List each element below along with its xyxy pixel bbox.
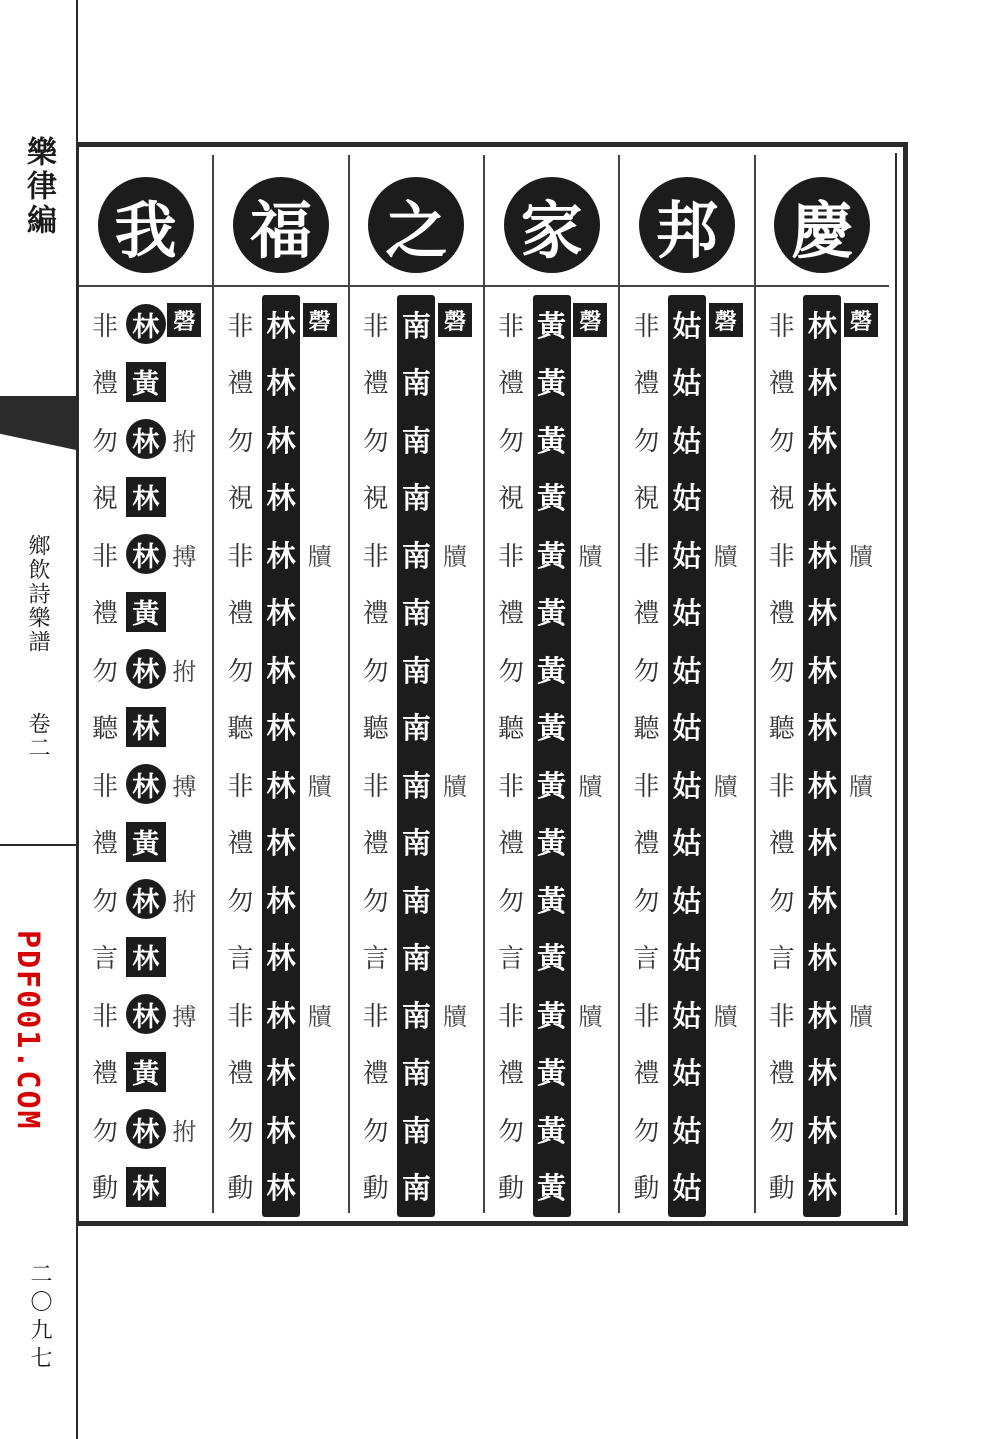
note-character: 黃 xyxy=(537,711,567,745)
head-separator xyxy=(79,285,212,287)
note-character: 林 xyxy=(266,596,296,630)
marker-column xyxy=(704,295,748,1201)
note-character: 南 xyxy=(401,366,431,400)
column-head-character: 家 xyxy=(504,177,600,273)
score-column xyxy=(483,155,618,1213)
watermark: PDF001.COM xyxy=(10,930,45,1131)
note-character: 林 xyxy=(807,826,837,860)
column-head-character: 慶 xyxy=(774,177,870,273)
lyric-character: 非 xyxy=(498,771,525,802)
lyric-character: 勿 xyxy=(92,886,119,917)
percussion-marker: 拊 xyxy=(172,657,197,686)
percussion-marker: 牘 xyxy=(443,772,468,801)
lyric-character: 聽 xyxy=(498,714,525,744)
lyric-character: 禮 xyxy=(768,829,795,859)
note-character: 林 xyxy=(807,308,837,343)
percussion-marker: 牘 xyxy=(578,772,603,801)
lyric-character: 言 xyxy=(768,944,795,974)
lyric-character: 勿 xyxy=(92,656,119,687)
note-character: 林 xyxy=(266,711,296,745)
lyric-character: 視 xyxy=(362,484,389,514)
note-character: 黃 xyxy=(537,768,567,803)
head-separator xyxy=(485,285,618,287)
lyric-character: 聽 xyxy=(362,714,389,744)
lyric-character: 禮 xyxy=(362,1059,389,1089)
lyric-character: 禮 xyxy=(498,599,525,629)
lyric-character: 非 xyxy=(92,1001,119,1032)
margin-divider xyxy=(0,844,76,846)
note-character: 姑 xyxy=(672,1113,702,1148)
lyric-character: 禮 xyxy=(227,599,254,629)
lyric-character: 禮 xyxy=(768,369,795,399)
note-character: 林 xyxy=(266,941,296,975)
lyric-character: 禮 xyxy=(92,829,119,859)
lyric-character: 勿 xyxy=(362,656,389,687)
lyric-character: 言 xyxy=(633,944,660,974)
note-character: 黃 xyxy=(537,1056,567,1090)
note-character: 林 xyxy=(266,998,296,1033)
lyric-column xyxy=(624,295,668,1204)
lyric-character: 勿 xyxy=(498,886,525,917)
column-head-character: 我 xyxy=(98,177,194,273)
lyric-character: 勿 xyxy=(768,1116,795,1147)
boxed-note: 黃 xyxy=(126,1052,166,1092)
lyric-character: 勿 xyxy=(768,426,795,457)
note-character: 黃 xyxy=(537,998,567,1033)
chime-label: 磬 xyxy=(303,303,337,337)
lyric-character: 非 xyxy=(227,771,254,802)
percussion-marker: 牘 xyxy=(443,1002,468,1031)
boxed-note: 林 xyxy=(126,707,166,747)
lyric-character: 非 xyxy=(498,311,525,342)
circled-note: 林 xyxy=(126,304,166,344)
circled-note: 林 xyxy=(126,419,166,459)
lyric-character: 非 xyxy=(362,771,389,802)
lyric-character: 勿 xyxy=(362,886,389,917)
lyric-character: 非 xyxy=(362,1001,389,1032)
lyric-character: 視 xyxy=(227,484,254,514)
note-character: 林 xyxy=(266,826,296,860)
lyric-character: 禮 xyxy=(498,1059,525,1089)
note-character: 姑 xyxy=(672,366,702,400)
note-character: 黃 xyxy=(537,826,567,860)
lyric-character: 非 xyxy=(498,541,525,572)
lyric-character: 勿 xyxy=(768,656,795,687)
note-character: 黃 xyxy=(537,538,567,573)
percussion-marker: 拊 xyxy=(172,887,197,916)
note-character xyxy=(124,299,168,349)
note-character xyxy=(124,989,168,1039)
note-column xyxy=(394,295,438,1205)
note-character: 黃 xyxy=(537,423,567,458)
note-column xyxy=(800,295,844,1205)
note-character: 林 xyxy=(266,423,296,458)
chime-label: 磬 xyxy=(167,303,201,337)
score-frame xyxy=(76,142,908,1226)
column-head-character: 之 xyxy=(368,177,464,273)
lyric-character: 非 xyxy=(768,311,795,342)
note-character: 姑 xyxy=(672,768,702,803)
percussion-marker: 搏 xyxy=(172,772,197,801)
lyric-character: 視 xyxy=(768,484,795,514)
lyric-character: 非 xyxy=(227,311,254,342)
section-title: 鄉飲詩樂譜 xyxy=(25,534,50,654)
lyric-character: 禮 xyxy=(362,599,389,629)
boxed-note: 黃 xyxy=(126,822,166,862)
note-character: 姑 xyxy=(672,423,702,458)
percussion-marker: 牘 xyxy=(578,542,603,571)
percussion-marker: 牘 xyxy=(713,1002,738,1031)
note-character: 林 xyxy=(807,883,837,918)
circled-note: 林 xyxy=(126,1109,166,1149)
marker-column xyxy=(568,295,612,1201)
lyric-character: 勿 xyxy=(498,426,525,457)
note-character: 林 xyxy=(807,998,837,1033)
lyric-character: 非 xyxy=(633,771,660,802)
percussion-marker: 牘 xyxy=(307,772,332,801)
note-character: 南 xyxy=(401,883,431,918)
lyric-column xyxy=(760,295,804,1204)
note-character xyxy=(124,1162,168,1212)
lyric-character: 禮 xyxy=(633,829,660,859)
lyric-character: 禮 xyxy=(227,369,254,399)
note-character xyxy=(124,529,168,579)
note-column xyxy=(124,295,168,1205)
note-character: 林 xyxy=(266,308,296,343)
note-character: 林 xyxy=(807,711,837,745)
note-character: 南 xyxy=(401,1171,431,1205)
lyric-character: 禮 xyxy=(768,1059,795,1089)
note-character: 黃 xyxy=(537,653,567,688)
lyric-character: 禮 xyxy=(92,1059,119,1089)
lyric-character: 勿 xyxy=(633,886,660,917)
note-character: 黃 xyxy=(537,1113,567,1148)
score-column xyxy=(754,155,889,1213)
lyric-character: 勿 xyxy=(498,656,525,687)
lyric-character: 禮 xyxy=(498,829,525,859)
note-character: 姑 xyxy=(672,883,702,918)
lyric-character: 禮 xyxy=(362,829,389,859)
note-character: 南 xyxy=(401,711,431,745)
lyric-character: 聽 xyxy=(227,714,254,744)
percussion-marker: 牘 xyxy=(849,772,873,801)
lyric-character: 勿 xyxy=(227,1116,254,1147)
chime-label: 磬 xyxy=(438,303,472,337)
lyric-character: 勿 xyxy=(362,426,389,457)
marker-column xyxy=(839,295,883,1201)
lyric-character: 言 xyxy=(92,944,119,974)
note-character: 林 xyxy=(807,366,837,400)
lyric-character: 聽 xyxy=(768,714,795,744)
lyric-character: 勿 xyxy=(227,656,254,687)
percussion-marker: 牘 xyxy=(443,542,468,571)
note-character: 南 xyxy=(401,481,431,515)
note-character: 南 xyxy=(401,1113,431,1148)
note-character: 姑 xyxy=(672,826,702,860)
book-title: 樂律編 xyxy=(21,136,56,238)
note-character: 姑 xyxy=(672,1171,702,1205)
note-column xyxy=(665,295,709,1205)
lyric-character: 勿 xyxy=(633,1116,660,1147)
boxed-note: 黃 xyxy=(126,362,166,402)
lyric-character: 動 xyxy=(227,1174,254,1204)
percussion-marker: 牘 xyxy=(578,1002,603,1031)
note-character: 南 xyxy=(401,596,431,630)
note-character: 林 xyxy=(807,423,837,458)
boxed-note: 林 xyxy=(126,1167,166,1207)
note-column xyxy=(530,295,574,1205)
lyric-character: 非 xyxy=(92,771,119,802)
note-character: 林 xyxy=(266,653,296,688)
page-number: 二〇九七 xyxy=(27,1262,52,1374)
boxed-note: 黃 xyxy=(126,592,166,632)
lyric-character: 非 xyxy=(92,541,119,572)
lyric-character: 非 xyxy=(227,541,254,572)
lyric-column xyxy=(489,295,533,1204)
lyric-character: 非 xyxy=(362,311,389,342)
note-character xyxy=(124,1047,168,1097)
note-character: 姑 xyxy=(672,1056,702,1090)
margin-tab-band xyxy=(0,396,76,450)
lyric-character: 言 xyxy=(227,944,254,974)
lyric-character: 視 xyxy=(498,484,525,514)
chime-label: 磬 xyxy=(709,303,743,337)
note-character xyxy=(124,702,168,752)
note-character: 林 xyxy=(266,768,296,803)
score-column xyxy=(212,155,347,1213)
lyric-character: 聽 xyxy=(633,714,660,744)
lyric-character: 動 xyxy=(362,1174,389,1204)
note-character: 姑 xyxy=(672,596,702,630)
note-character: 黃 xyxy=(537,366,567,400)
lyric-character: 禮 xyxy=(498,369,525,399)
note-character: 林 xyxy=(807,941,837,975)
note-character: 林 xyxy=(807,653,837,688)
lyric-column xyxy=(218,295,262,1204)
note-character xyxy=(124,357,168,407)
score-column xyxy=(618,155,753,1213)
note-character xyxy=(124,1104,168,1154)
note-character: 南 xyxy=(401,423,431,458)
circled-note: 林 xyxy=(126,994,166,1034)
percussion-marker: 搏 xyxy=(172,542,197,571)
lyric-character: 勿 xyxy=(498,1116,525,1147)
lyric-character: 禮 xyxy=(227,1059,254,1089)
circled-note: 林 xyxy=(126,534,166,574)
note-character: 林 xyxy=(266,1113,296,1148)
note-character xyxy=(124,472,168,522)
note-character: 姑 xyxy=(672,998,702,1033)
note-character: 姑 xyxy=(672,653,702,688)
note-character: 南 xyxy=(401,653,431,688)
note-character: 南 xyxy=(401,1056,431,1090)
lyric-character: 勿 xyxy=(768,886,795,917)
column-head-character: 福 xyxy=(233,177,329,273)
note-column xyxy=(259,295,303,1205)
note-character xyxy=(124,644,168,694)
lyric-character: 禮 xyxy=(633,599,660,629)
note-character xyxy=(124,932,168,982)
percussion-marker: 拊 xyxy=(172,427,197,456)
lyric-character: 言 xyxy=(362,944,389,974)
note-character: 南 xyxy=(401,538,431,573)
lyric-character: 非 xyxy=(633,311,660,342)
lyric-character: 非 xyxy=(768,541,795,572)
note-character: 林 xyxy=(266,1056,296,1090)
head-separator xyxy=(756,285,889,287)
lyric-character: 非 xyxy=(768,771,795,802)
boxed-note: 林 xyxy=(126,477,166,517)
note-character xyxy=(124,414,168,464)
note-character: 黃 xyxy=(537,1171,567,1205)
chime-label: 磬 xyxy=(844,303,878,337)
note-character: 林 xyxy=(807,538,837,573)
note-character: 林 xyxy=(807,1171,837,1205)
lyric-character: 禮 xyxy=(362,369,389,399)
lyric-column xyxy=(354,295,398,1204)
note-character: 林 xyxy=(807,596,837,630)
note-character: 黃 xyxy=(537,596,567,630)
note-character: 林 xyxy=(807,1056,837,1090)
boxed-note: 林 xyxy=(126,937,166,977)
note-character: 姑 xyxy=(672,308,702,343)
lyric-character: 非 xyxy=(633,541,660,572)
note-character: 姑 xyxy=(672,481,702,515)
note-character: 黃 xyxy=(537,883,567,918)
lyric-character: 動 xyxy=(633,1174,660,1204)
lyric-character: 非 xyxy=(768,1001,795,1032)
volume-label: 卷二 xyxy=(25,712,50,760)
note-character: 南 xyxy=(401,941,431,975)
lyric-character: 勿 xyxy=(633,426,660,457)
score-column xyxy=(348,155,483,1213)
percussion-marker: 牘 xyxy=(849,542,873,571)
lyric-character: 非 xyxy=(92,311,119,342)
note-character: 姑 xyxy=(672,538,702,573)
note-character: 南 xyxy=(401,768,431,803)
column-head-character: 邦 xyxy=(639,177,735,273)
percussion-marker: 搏 xyxy=(172,1002,197,1031)
lyric-character: 聽 xyxy=(92,714,119,744)
lyric-character: 禮 xyxy=(768,599,795,629)
chime-label: 磬 xyxy=(573,303,607,337)
note-character: 林 xyxy=(807,768,837,803)
lyric-character: 勿 xyxy=(227,426,254,457)
percussion-marker: 牘 xyxy=(849,1002,873,1031)
lyric-character: 勿 xyxy=(227,886,254,917)
note-character: 黃 xyxy=(537,941,567,975)
lyric-character: 動 xyxy=(498,1174,525,1204)
note-character xyxy=(124,817,168,867)
marker-column xyxy=(298,295,342,1201)
note-character: 林 xyxy=(807,481,837,515)
head-separator xyxy=(350,285,483,287)
lyric-character: 禮 xyxy=(227,829,254,859)
lyric-character: 言 xyxy=(498,944,525,974)
note-character: 姑 xyxy=(672,941,702,975)
lyric-character: 勿 xyxy=(92,1116,119,1147)
score-column xyxy=(79,155,212,1213)
circled-note: 林 xyxy=(126,649,166,689)
lyric-character: 非 xyxy=(498,1001,525,1032)
note-character: 南 xyxy=(401,826,431,860)
note-character xyxy=(124,587,168,637)
lyric-character: 動 xyxy=(92,1174,119,1204)
percussion-marker: 牘 xyxy=(713,542,738,571)
note-character: 林 xyxy=(266,1171,296,1205)
note-character xyxy=(124,874,168,924)
note-character: 黃 xyxy=(537,308,567,343)
lyric-character: 禮 xyxy=(92,599,119,629)
score-grid xyxy=(79,155,889,1213)
lyric-column xyxy=(83,295,127,1204)
circled-note: 林 xyxy=(126,879,166,919)
note-character: 林 xyxy=(266,538,296,573)
note-character: 姑 xyxy=(672,711,702,745)
marker-column xyxy=(433,295,477,1201)
percussion-marker: 拊 xyxy=(172,1117,197,1146)
note-character: 黃 xyxy=(537,481,567,515)
note-character xyxy=(124,759,168,809)
lyric-character: 非 xyxy=(362,541,389,572)
head-separator xyxy=(620,285,753,287)
lyric-character: 禮 xyxy=(633,1059,660,1089)
circled-note: 林 xyxy=(126,764,166,804)
note-character: 林 xyxy=(266,481,296,515)
lyric-character: 勿 xyxy=(92,426,119,457)
marker-column xyxy=(162,295,206,1201)
head-separator xyxy=(214,285,347,287)
lyric-character: 勿 xyxy=(362,1116,389,1147)
lyric-character: 勿 xyxy=(633,656,660,687)
lyric-character: 視 xyxy=(633,484,660,514)
lyric-character: 動 xyxy=(768,1174,795,1204)
lyric-character: 禮 xyxy=(633,369,660,399)
note-character: 林 xyxy=(807,1113,837,1148)
note-character: 林 xyxy=(266,883,296,918)
lyric-character: 視 xyxy=(92,484,119,514)
note-character: 南 xyxy=(401,998,431,1033)
percussion-marker: 牘 xyxy=(307,1002,332,1031)
percussion-marker: 牘 xyxy=(307,542,332,571)
percussion-marker: 牘 xyxy=(713,772,738,801)
note-character: 南 xyxy=(401,308,431,343)
lyric-character: 非 xyxy=(633,1001,660,1032)
lyric-character: 禮 xyxy=(92,369,119,399)
lyric-character: 非 xyxy=(227,1001,254,1032)
note-character: 林 xyxy=(266,366,296,400)
